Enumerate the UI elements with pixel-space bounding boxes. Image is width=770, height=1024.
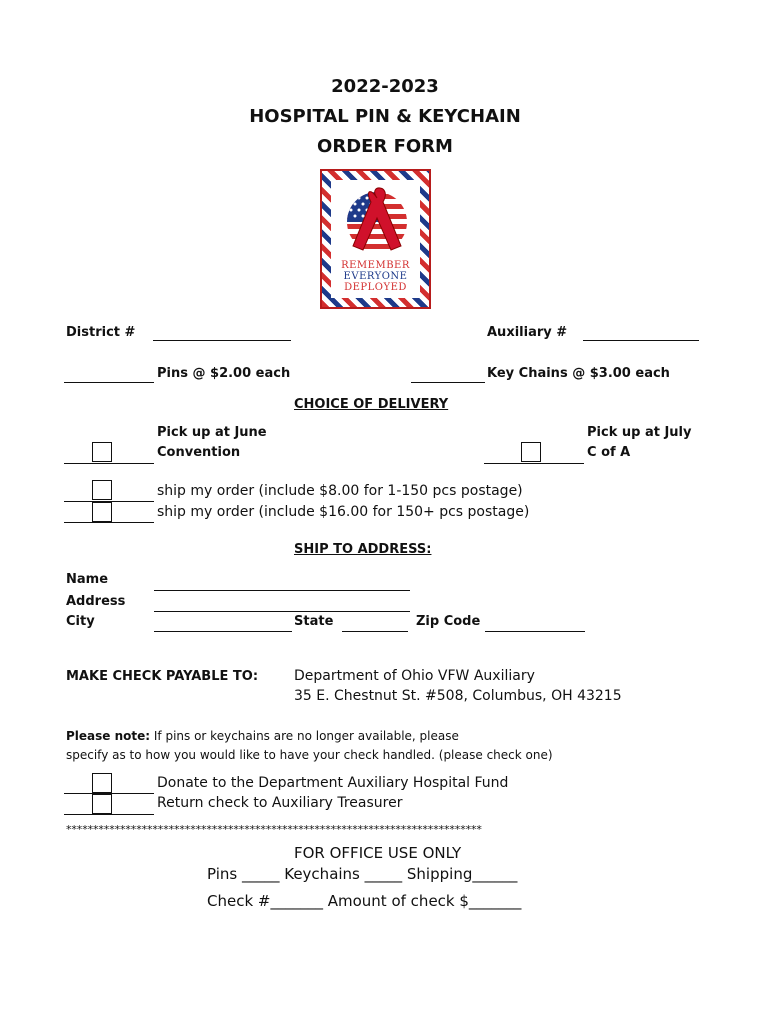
logo-line-everyone: EVERYONE bbox=[343, 271, 408, 282]
pickup-july-line bbox=[484, 463, 584, 464]
zip-input[interactable] bbox=[485, 631, 585, 632]
ship-large-checkbox[interactable] bbox=[92, 502, 112, 522]
form-title: HOSPITAL PIN & KEYCHAIN bbox=[249, 106, 521, 127]
note-line-2: specify as to how you would like to have your check handled. (please check one) bbox=[66, 748, 553, 762]
state-label: State bbox=[294, 614, 334, 629]
ribbon-flag-icon bbox=[331, 180, 424, 260]
donate-checkbox[interactable] bbox=[92, 773, 112, 793]
name-input[interactable] bbox=[154, 590, 410, 591]
pins-label: Pins @ $2.00 each bbox=[157, 366, 291, 381]
pickup-june-label-2: Convention bbox=[157, 445, 241, 460]
note-bold-label: Please note: bbox=[66, 729, 151, 743]
note-text-1: If pins or keychains are no longer available, please bbox=[150, 729, 459, 743]
form-subtitle: ORDER FORM bbox=[317, 136, 453, 157]
auxiliary-input[interactable] bbox=[583, 340, 699, 341]
return-checkbox[interactable] bbox=[92, 794, 112, 814]
form-year: 2022-2023 bbox=[331, 76, 439, 97]
note-line-1 bbox=[66, 729, 459, 743]
payable-line-1: Department of Ohio VFW Auxiliary bbox=[294, 668, 535, 684]
pickup-june-line bbox=[64, 463, 154, 464]
separator-line: ***************************************************************************** bbox=[66, 823, 482, 836]
district-label: District # bbox=[66, 325, 136, 340]
office-heading: FOR OFFICE USE ONLY bbox=[294, 844, 462, 862]
state-input[interactable] bbox=[342, 631, 408, 632]
pickup-july-label-2: C of A bbox=[587, 445, 631, 460]
ship-large-label: ship my order (include $16.00 for 150+ pcs postage) bbox=[157, 504, 530, 520]
payable-line-2: 35 E. Chestnut St. #508, Columbus, OH 43215 bbox=[294, 688, 622, 704]
address-label: Address bbox=[66, 594, 126, 609]
ship-large-line bbox=[64, 522, 154, 523]
delivery-heading: CHOICE OF DELIVERY bbox=[294, 397, 449, 412]
pickup-june-label-1: Pick up at June bbox=[157, 425, 267, 440]
pins-quantity-input[interactable] bbox=[64, 382, 154, 383]
logo-line-deployed: DEPLOYED bbox=[344, 282, 407, 293]
district-input[interactable] bbox=[153, 340, 291, 341]
pickup-july-label-1: Pick up at July bbox=[587, 425, 692, 440]
ship-to-heading: SHIP TO ADDRESS: bbox=[294, 542, 432, 557]
city-label: City bbox=[66, 614, 95, 629]
ship-small-label: ship my order (include $8.00 for 1-150 pcs postage) bbox=[157, 483, 523, 499]
donate-label: Donate to the Department Auxiliary Hospital Fund bbox=[157, 775, 509, 791]
pickup-june-checkbox[interactable] bbox=[92, 442, 112, 462]
payable-label: MAKE CHECK PAYABLE TO: bbox=[66, 669, 259, 684]
keychains-quantity-input[interactable] bbox=[411, 382, 485, 383]
remember-everyone-deployed-logo bbox=[320, 169, 431, 309]
ship-small-checkbox[interactable] bbox=[92, 480, 112, 500]
name-label: Name bbox=[66, 572, 109, 587]
return-line bbox=[64, 814, 154, 815]
keychains-label: Key Chains @ $3.00 each bbox=[487, 366, 670, 381]
pickup-july-checkbox[interactable] bbox=[521, 442, 541, 462]
logo-line-remember: REMEMBER bbox=[341, 260, 410, 271]
office-line-1: Pins _____ Keychains _____ Shipping______ bbox=[207, 865, 518, 883]
office-line-2: Check #_______ Amount of check $_______ bbox=[207, 892, 522, 910]
address-input[interactable] bbox=[154, 611, 410, 612]
zip-label: Zip Code bbox=[416, 614, 481, 629]
return-label: Return check to Auxiliary Treasurer bbox=[157, 795, 403, 811]
auxiliary-label: Auxiliary # bbox=[487, 325, 568, 340]
city-input[interactable] bbox=[154, 631, 292, 632]
